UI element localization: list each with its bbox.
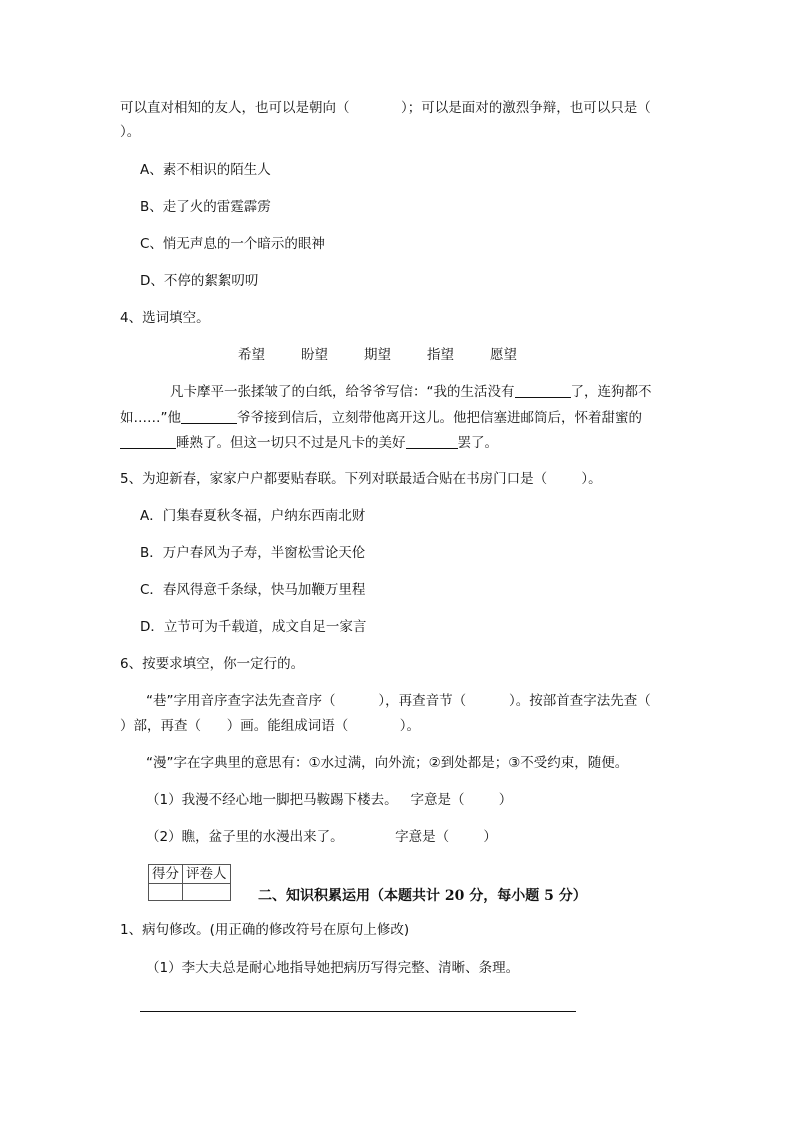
q3-line1: 可以直对相知的友人，也可以是朝向（ ）；可以是面对的激烈争辩，也可以只是（ xyxy=(120,100,651,116)
word-bank-item: 希望 xyxy=(238,347,265,363)
q5-option-a: A．门集春夏秋冬福，户纳东西南北财 xyxy=(140,508,366,524)
section2-q1-title: 1、病句修改。(用正确的修改符号在原句上修改) xyxy=(120,922,410,938)
q6-line3: “漫”字在字典里的意思有：①水过满，向外流；②到处都是；③不受约束，随便。 xyxy=(146,755,629,771)
word-bank-item: 盼望 xyxy=(301,347,328,363)
section2-title: 二、知识积累运用（本题共计 20 分，每小题 5 分） xyxy=(258,888,587,904)
q4-paragraph-line2: 如……”他 爷爷接到信后，立刻带他离开这儿。他把信塞进邮筒后，怀着甜蜜的 xyxy=(120,410,642,426)
section2-q1-sub1: （1）李大夫总是耐心地指导她把病历写得完整、清晰、条理。 xyxy=(146,960,520,976)
answer-line[interactable] xyxy=(140,1011,576,1012)
grader-cell[interactable] xyxy=(183,884,231,901)
q6-sub2: （2）瞧，盆子里的水漫出来了。 字意是（ ） xyxy=(146,829,497,845)
grader-label: 评卷人 xyxy=(183,865,231,884)
q4-paragraph-line3: 睡熟了。但这一切只不过是凡卡的美好 罢了。 xyxy=(120,433,498,453)
word-bank-item: 指望 xyxy=(427,347,454,363)
q5-option-b: B．万户春风为子寿，半窗松雪论天伦 xyxy=(140,545,366,561)
score-cell[interactable] xyxy=(149,884,183,901)
q3-option-d: D、不停的絮絮叨叨 xyxy=(140,273,259,289)
blank-line[interactable] xyxy=(406,434,458,449)
q5-option-c: C．春风得意千条绿，快马加鞭万里程 xyxy=(140,582,366,598)
q6-line1: “巷”字用音序查字法先查音序（ ），再查音节（ ）。按部首查字法先查（ xyxy=(146,693,651,709)
q4-title: 4、选词填空。 xyxy=(120,310,210,326)
word-bank-item: 愿望 xyxy=(490,347,517,363)
q3-option-a: A、素不相识的陌生人 xyxy=(140,162,271,178)
blank-line[interactable] xyxy=(181,409,237,424)
q3-option-c: C、悄无声息的一个暗示的眼神 xyxy=(140,236,325,252)
q3-option-b: B、走了火的雷霆霹雳 xyxy=(140,199,271,215)
word-bank-item: 期望 xyxy=(364,347,391,363)
q6-line2: ）部，再查（ ）画。能组成词语（ ）。 xyxy=(120,718,420,734)
score-box xyxy=(148,864,231,901)
q6-title: 6、按要求填空，你一定行的。 xyxy=(120,656,305,672)
blank-line[interactable] xyxy=(120,434,176,449)
q6-sub1: （1）我漫不经心地一脚把马鞍踢下楼去。 字意是（ ） xyxy=(146,792,513,808)
q4-paragraph-line1: 凡卡摩平一张揉皱了的白纸，给爷爷写信：“我的生活没有 了，连狗都不 xyxy=(170,384,652,400)
q5-option-d: D．立节可为千载道，成文自足一家言 xyxy=(140,619,367,635)
blank-line[interactable] xyxy=(515,383,571,398)
q3-line2: ）。 xyxy=(120,124,141,140)
q5-title: 5、为迎新春，家家户户都要贴春联。下列对联最适合贴在书房门口是（ ）。 xyxy=(120,471,602,487)
score-label: 得分 xyxy=(149,865,183,884)
